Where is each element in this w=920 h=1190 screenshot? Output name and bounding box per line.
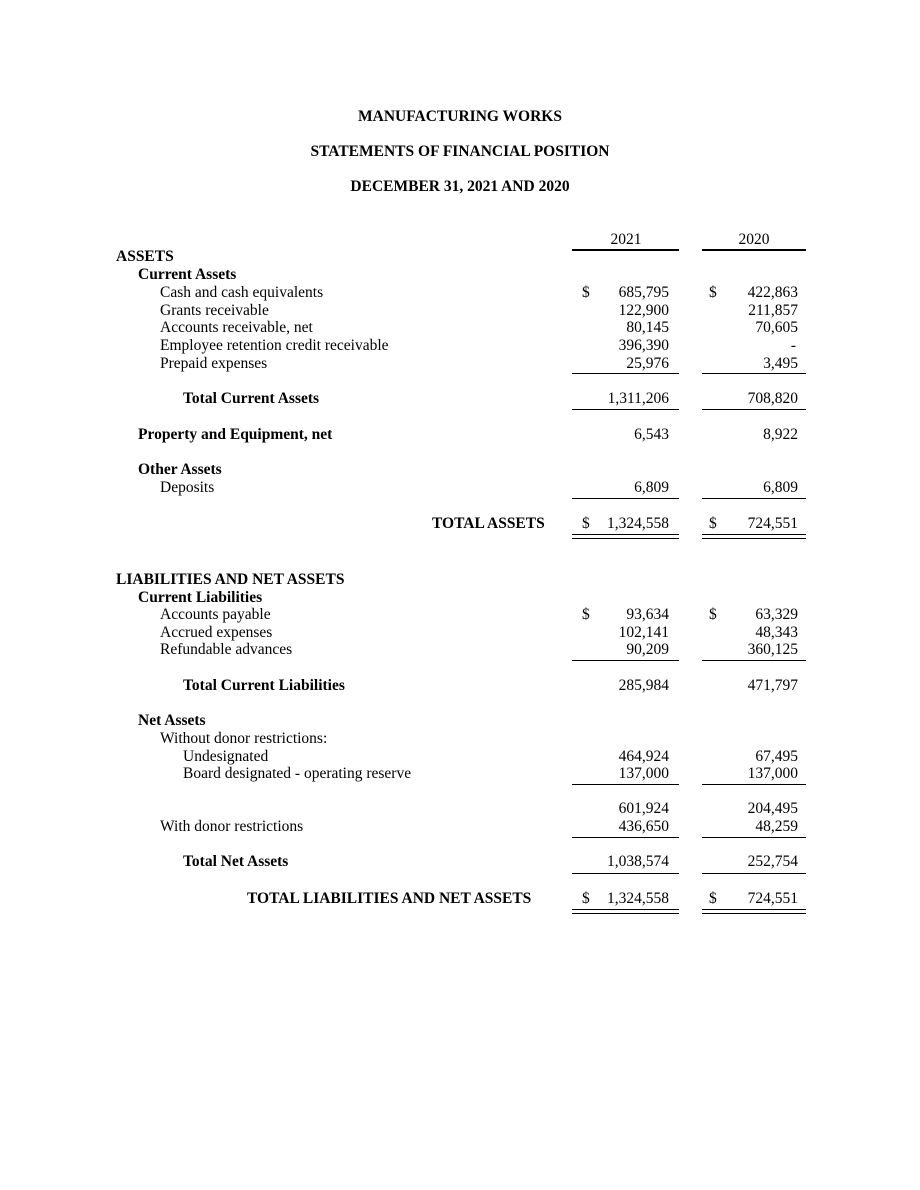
currency-symbol: $ [709,606,717,623]
value-2021: 436,650 [618,818,669,835]
subtotal-rule [572,837,679,838]
total-rule [572,409,679,410]
assets-heading: ASSETS [116,248,174,265]
row-label: Accounts payable [160,606,271,623]
value-2020: 708,820 [747,390,798,407]
total-current-assets-label: Total Current Assets [183,390,320,407]
value-2021: 25,976 [626,355,669,372]
currency-symbol: $ [582,606,590,623]
total-rule [572,873,679,874]
value-2020: 724,551 [747,890,798,907]
value-2020: 211,857 [748,302,798,319]
total-liabilities-and-net-assets-label: TOTAL LIABILITIES AND NET ASSETS [247,890,532,907]
subtotal-rule [702,373,806,374]
value-2020: 8,922 [763,426,798,443]
column-header-rule-2021 [572,249,679,251]
statement-date: DECEMBER 31, 2021 AND 2020 [350,178,570,195]
value-2020: 471,797 [747,677,798,694]
currency-symbol: $ [582,284,590,301]
total-rule [702,873,806,874]
value-2021: 396,390 [618,337,669,354]
value-2021: 90,209 [626,641,669,658]
entity-name: MANUFACTURING WORKS [358,108,562,125]
currency-symbol: $ [582,890,590,907]
value-2020: - [790,337,796,354]
currency-symbol: $ [582,515,590,532]
subtotal-rule [572,660,679,661]
subtotal-rule [572,498,679,499]
subtotal-rule [702,837,806,838]
net-assets-heading: Net Assets [138,712,206,729]
total-assets-label: TOTAL ASSETS [432,515,545,532]
row-label: Employee retention credit receivable [160,337,389,354]
row-label: Prepaid expenses [160,355,268,372]
column-header-2020: 2020 [738,231,770,248]
value-2020: 137,000 [747,765,798,782]
value-2021: 1,324,558 [607,890,669,907]
value-2021: 601,924 [618,800,669,817]
without-donor-restrictions-label: Without donor restrictions: [160,730,328,747]
statement-title: STATEMENTS OF FINANCIAL POSITION [310,143,610,160]
total-rule [702,409,806,410]
grand-total-double-rule [572,909,679,914]
other-assets-heading: Other Assets [138,461,222,478]
value-2020: 6,809 [763,479,798,496]
value-2021: 1,324,558 [607,515,669,532]
row-label: Board designated - operating reserve [183,765,412,782]
row-label: Grants receivable [160,302,269,319]
currency-symbol: $ [709,284,717,301]
liabilities-heading: LIABILITIES AND NET ASSETS [116,571,345,588]
currency-symbol: $ [709,890,717,907]
value-2021: 93,634 [626,606,669,623]
grand-total-double-rule [702,909,806,914]
row-label: Accounts receivable, net [160,319,313,336]
row-label: With donor restrictions [160,818,304,835]
total-current-liabilities-label: Total Current Liabilities [183,677,345,694]
row-label: Accrued expenses [160,624,273,641]
subtotal-rule [572,784,679,785]
column-header-rule-2020 [702,249,806,251]
value-2021: 137,000 [618,765,669,782]
subtotal-rule [702,784,806,785]
value-2020: 422,863 [747,284,798,301]
value-2020: 252,754 [747,853,798,870]
value-2021: 122,900 [618,302,669,319]
subtotal-rule [572,373,679,374]
value-2020: 67,495 [755,748,798,765]
grand-total-double-rule [572,534,679,539]
row-label: Refundable advances [160,641,293,658]
currency-symbol: $ [709,515,717,532]
value-2021: 464,924 [618,748,669,765]
value-2021: 102,141 [618,624,669,641]
value-2021: 1,038,574 [607,853,669,870]
value-2021: 6,809 [634,479,669,496]
subtotal-rule [702,660,806,661]
value-2020: 360,125 [747,641,798,658]
value-2021: 1,311,206 [607,390,669,407]
value-2020: 204,495 [747,800,798,817]
value-2020: 63,329 [755,606,798,623]
column-header-2021: 2021 [610,231,642,248]
ppe-label: Property and Equipment, net [138,426,333,443]
value-2021: 80,145 [626,319,669,336]
current-assets-heading: Current Assets [138,266,237,283]
row-label: Undesignated [183,748,269,765]
row-label: Deposits [160,479,215,496]
value-2021: 6,543 [634,426,669,443]
subtotal-rule [702,498,806,499]
value-2021: 285,984 [618,677,669,694]
value-2020: 48,259 [755,818,798,835]
value-2020: 724,551 [747,515,798,532]
grand-total-double-rule [702,534,806,539]
value-2020: 48,343 [755,624,798,641]
value-2020: 70,605 [755,319,798,336]
row-label: Cash and cash equivalents [160,284,324,301]
current-liabilities-heading: Current Liabilities [138,589,263,606]
value-2021: 685,795 [618,284,669,301]
value-2020: 3,495 [763,355,798,372]
total-net-assets-label: Total Net Assets [183,853,289,870]
